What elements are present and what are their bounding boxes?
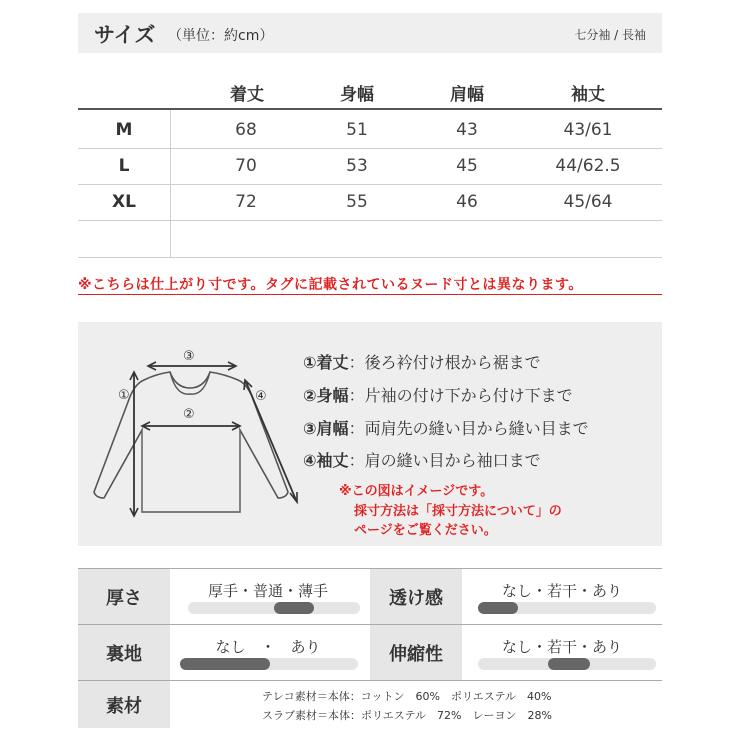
sheer-gauge-marker xyxy=(478,602,518,614)
legend-item xyxy=(303,350,541,373)
thickness-gauge xyxy=(188,602,360,614)
stretch-gauge xyxy=(478,658,656,670)
row-divider xyxy=(78,220,662,221)
size-note: ※こちらは仕上がり寸です。タグに記載されているヌード寸とは異なります。 xyxy=(78,277,583,293)
legend-desc: ：片袖の付け下から付け下まで xyxy=(348,386,573,405)
diagram-label-shoulder: ③ xyxy=(183,349,195,364)
table-cell: 43/61 xyxy=(563,120,613,140)
column-header: 身幅 xyxy=(340,85,374,105)
sheer-options: なし・若干・あり xyxy=(501,582,622,600)
row-divider xyxy=(78,184,662,185)
material-line: テレコ素材＝本体：コットン 60% ポリエステル 40% xyxy=(262,690,552,703)
stretch-options: なし・若干・あり xyxy=(501,638,622,656)
legend-key: 身幅 xyxy=(316,386,349,405)
legend-number: ① xyxy=(303,353,317,372)
lining-gauge-marker xyxy=(180,658,270,670)
material-line: スラブ素材＝本体：ポリエステル 72% レーヨン 28% xyxy=(262,709,552,722)
legend-key: 肩幅 xyxy=(316,419,349,438)
lining-gauge xyxy=(180,658,358,670)
legend-desc: ：両肩先の縫い目から縫い目まで xyxy=(348,419,589,438)
label-material: 素材 xyxy=(78,681,170,728)
diagram-note: ※この図はイメージです。 xyxy=(339,484,494,499)
table-cell: 44/62.5 xyxy=(555,156,621,176)
size-table xyxy=(78,70,662,258)
sheer-gauge xyxy=(478,602,656,614)
row-divider xyxy=(78,148,662,149)
lining-options: なし ・ あり xyxy=(215,638,321,656)
diagram-note: ページをご覧ください。 xyxy=(354,523,497,538)
table-cell: 46 xyxy=(456,192,478,212)
measurement-panel xyxy=(78,322,662,546)
size-note-underline xyxy=(78,294,662,295)
table-cell: 53 xyxy=(346,156,368,176)
table-cell: 70 xyxy=(235,156,257,176)
unit-label: （単位：約cm） xyxy=(168,28,274,44)
thickness-gauge-marker xyxy=(274,602,314,614)
table-cell: 43 xyxy=(456,120,478,140)
table-cell: 55 xyxy=(346,192,368,212)
size-label: XL xyxy=(112,192,136,212)
legend-number: ② xyxy=(303,386,317,405)
table-cell: 45/64 xyxy=(563,192,613,212)
legend-key: 袖丈 xyxy=(316,451,349,470)
size-label: M xyxy=(115,120,133,140)
size-label: L xyxy=(118,156,130,176)
legend-key: 着丈 xyxy=(316,353,349,372)
label-lining: 裏地 xyxy=(78,625,170,680)
table-cell: 68 xyxy=(235,120,257,140)
thickness-options: 厚手・普通・薄手 xyxy=(207,582,328,600)
page-title: サイズ xyxy=(94,23,156,47)
table-cell: 72 xyxy=(235,192,257,212)
shirt-diagram xyxy=(78,322,298,546)
label-sheer: 透け感 xyxy=(370,569,462,624)
diagram-label-length: ① xyxy=(118,388,130,403)
row-divider xyxy=(78,257,662,258)
legend-number: ④ xyxy=(303,451,317,470)
column-header: 袖丈 xyxy=(571,85,605,105)
label-stretch: 伸縮性 xyxy=(370,625,462,680)
legend-item xyxy=(303,448,541,471)
sleeve-measure-line xyxy=(246,382,296,500)
legend-number: ③ xyxy=(303,419,317,438)
legend-item xyxy=(303,383,573,406)
column-header: 肩幅 xyxy=(450,85,484,105)
legend-desc: ：後ろ衿付け根から裾まで xyxy=(348,353,541,372)
diagram-note: 採寸方法は「採寸方法について」の xyxy=(354,504,562,519)
table-cell: 45 xyxy=(456,156,478,176)
legend-desc: ：肩の縫い目から袖口まで xyxy=(348,451,541,470)
legend-item xyxy=(303,416,589,439)
diagram-label-sleeve: ④ xyxy=(255,389,267,404)
properties-table xyxy=(78,568,662,728)
table-cell: 51 xyxy=(346,120,368,140)
column-header: 着丈 xyxy=(230,85,264,105)
header-bar xyxy=(78,13,662,53)
stretch-gauge-marker xyxy=(548,658,590,670)
sleeve-types: 七分袖 / 長袖 xyxy=(574,28,646,42)
table-header-divider xyxy=(78,108,662,110)
diagram-label-width: ② xyxy=(183,407,195,422)
label-thickness: 厚さ xyxy=(78,569,170,624)
